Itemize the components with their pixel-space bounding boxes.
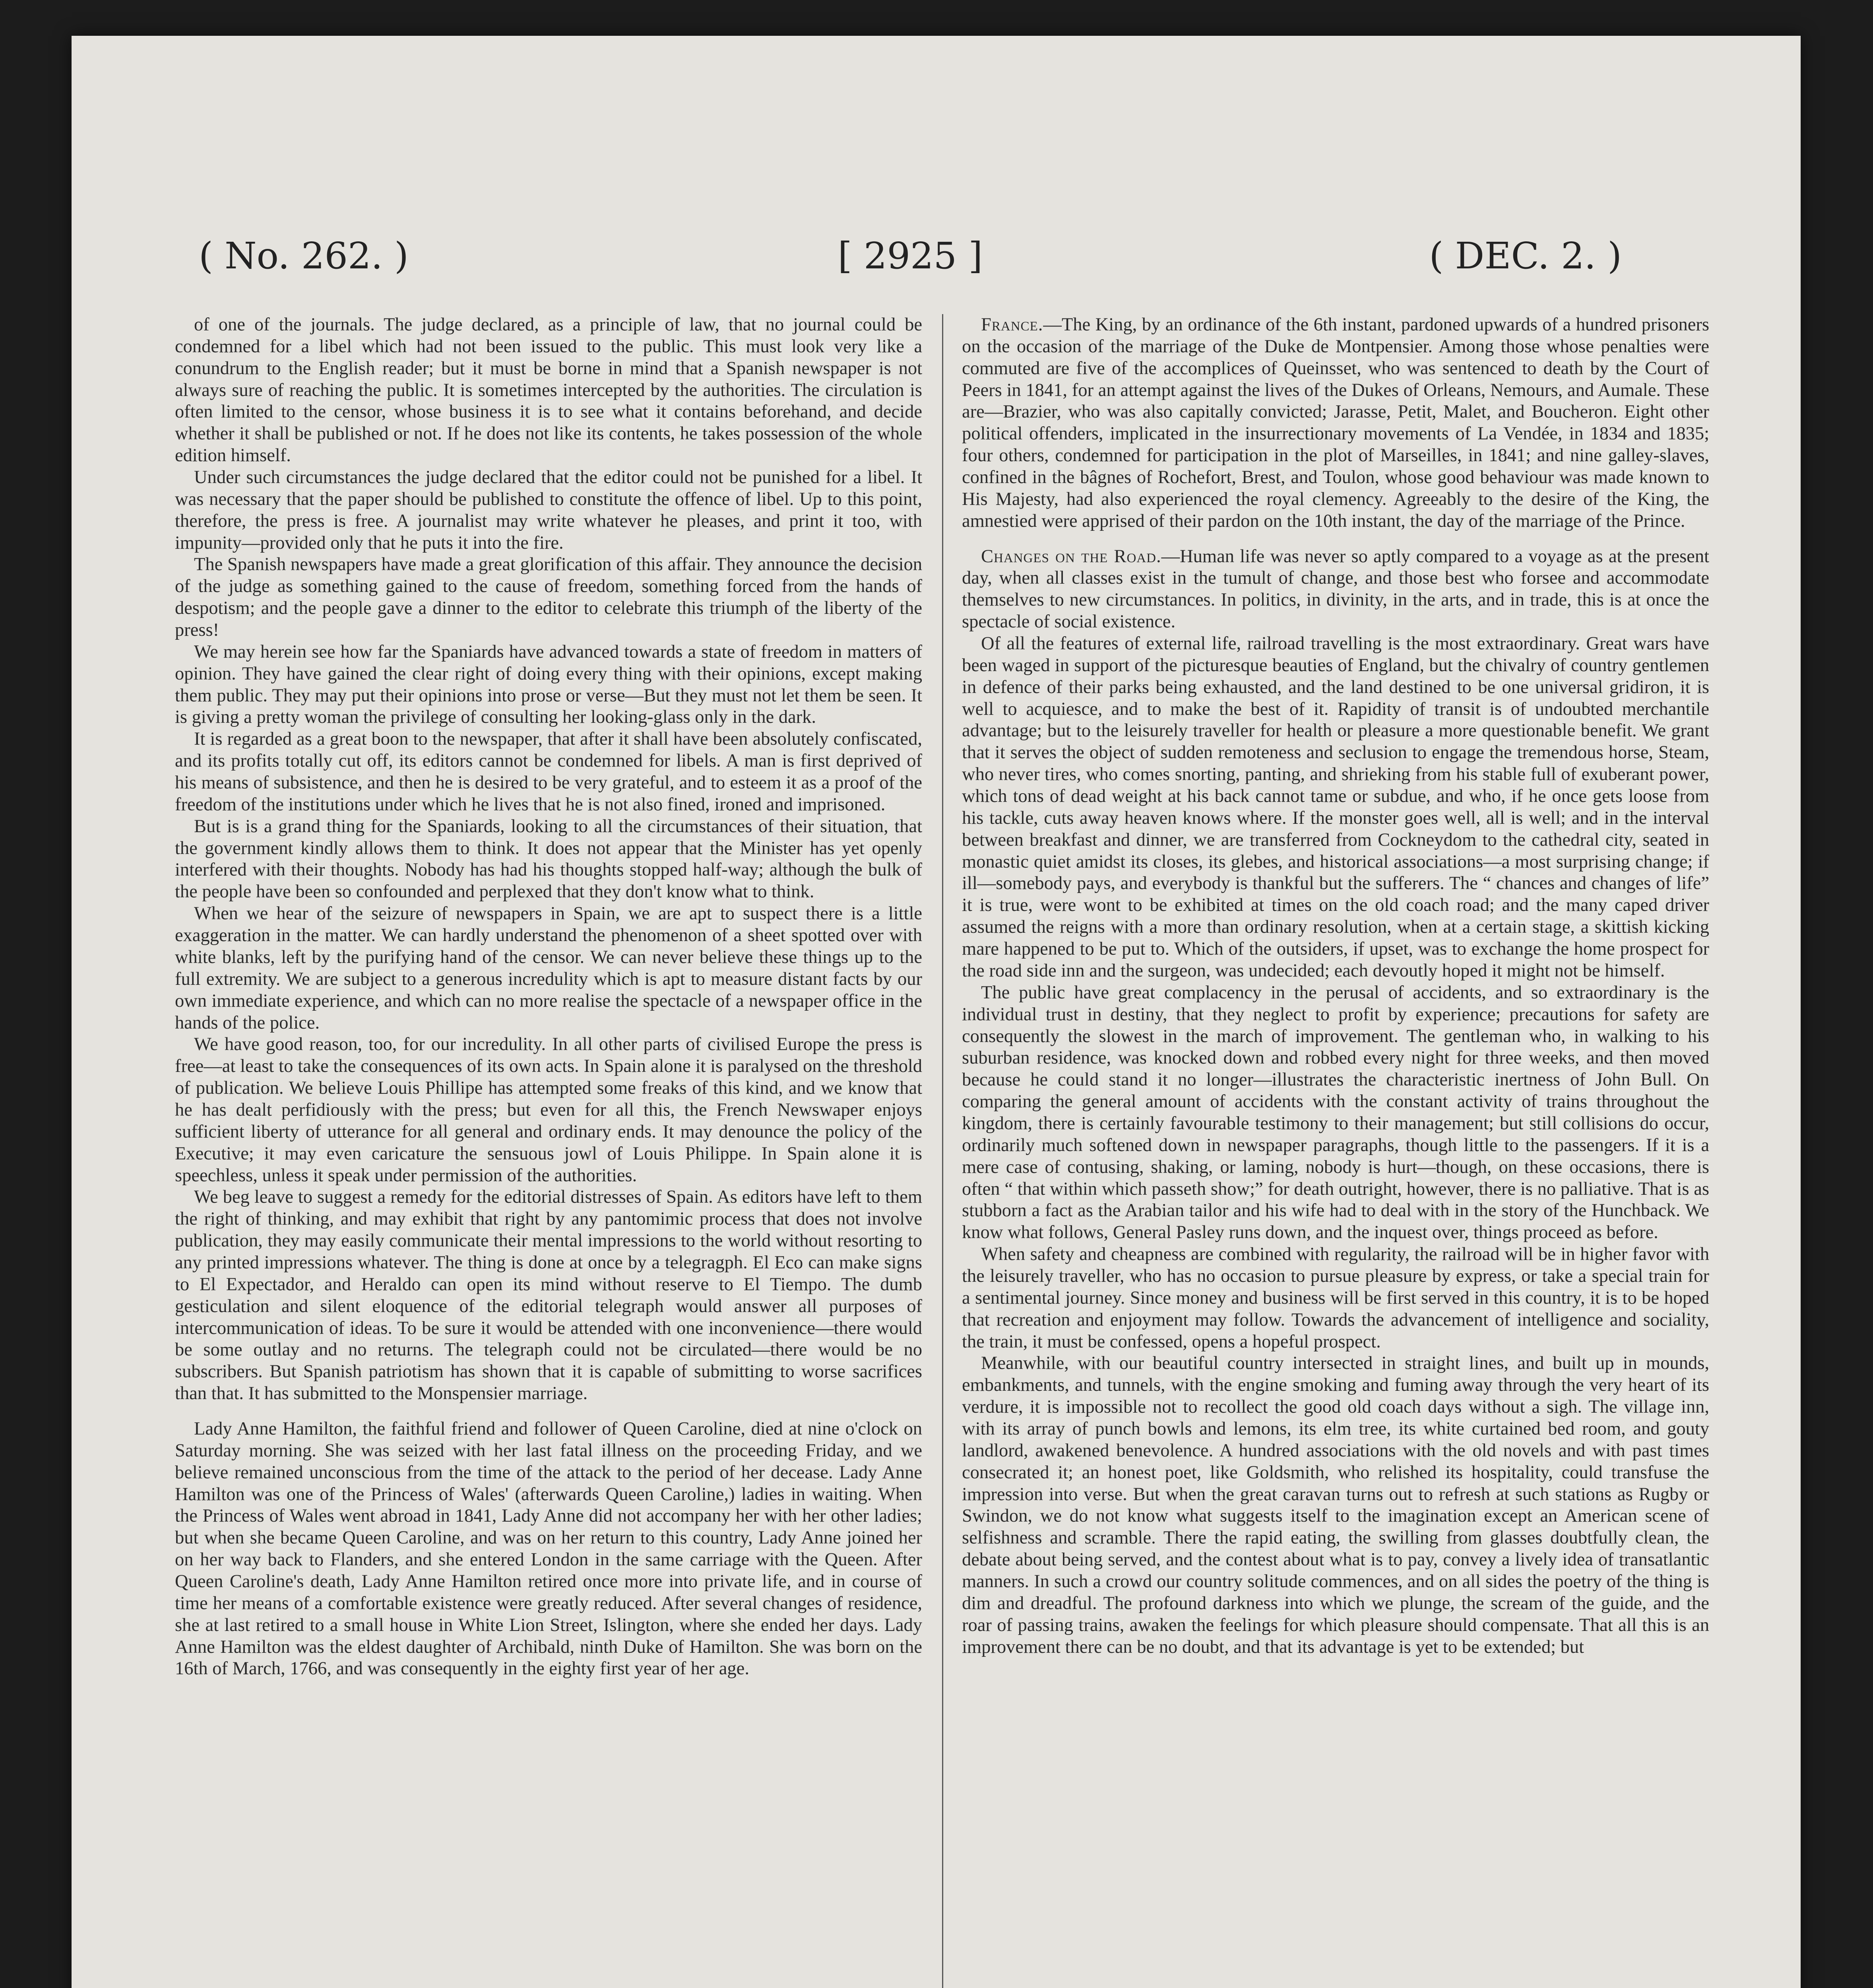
article-paragraph bbox=[175, 641, 922, 728]
paragraph-text: We have good reason, too, for our incredulity. In all other parts of civilised Europe the press is free—at least to take the consequences of its own acts. In Spain alone it is paralysed on the threshold of publication. We believe Louis Phillipe has attempted some freaks of this kind, and we know that he has dealt perfidiously with the press; but even for all this, the French Newswaper enjoys sufficient liberty of utterance for all general and ordinary ends. It may denounce the policy of the Executive; it may even caricature the sensuous jowl of Louis Philippe. In Spain alone it is speechless, unless it speak under permission of the authorities. bbox=[175, 1034, 922, 1186]
page-header bbox=[199, 227, 1622, 290]
column-rule bbox=[942, 314, 943, 1988]
article-paragraph bbox=[962, 1244, 1709, 1353]
paragraph-text: of one of the journals. The judge declared, as a principle of law, that no journal could be condemned for a libel which had not been issued to the public. This must look very like a conundrum to the English reader; but it must be borne in mind that a Spanish newspaper is not always sure of reaching the public. It is sometimes intercepted by the authorities. The circulation is often limited to the censor, whose business it is to see what it contains beforehand, and decide whether it shall be published or not. If he does not like its contents, he takes possession of the whole edition himself. bbox=[175, 315, 922, 466]
paragraph-text: Lady Anne Hamilton, the faithful friend and follower of Queen Caroline, died at nine o'clock on Saturday morning. She was seized with her last fatal illness on the proceeding Friday, and we believe remained unconscious from the time of the attack to the period of her decease. Lady Anne Hamilton was one of the Princess of Wales' (afterwards Queen Caroline,) ladies in waiting. When the Princess of Wales went abroad in 1841, Lady Anne did not accompany her with her other ladies; but when she became Queen Caroline, and was on her return to this country, Lady Anne joined her on her way back to Flanders, and she entered London in the same carriage with the Queen. After Queen Caroline's death, Lady Anne Hamilton retired once more into private life, and in course of time her means of a comfortable existence were greatly reduced. After several changes of residence, she at last retired to a small house in White Lion Street, Islington, where she ended her days. Lady Anne Hamilton was the eldest daughter of Archibald, ninth Duke of Hamilton. She was born on the 16th of March, 1766, and was consequently in the eighty first year of her age. bbox=[175, 1418, 922, 1679]
paragraph-text: It is regarded as a great boon to the newspaper, that after it shall have been absolutely confiscated, and its profits totally cut off, its editors cannot be condemned for libels. A man is first deprived of his means of subsistence, and then he is desired to be very grateful, and to esteem it as a proof of the freedom of the institutions under which he lives that he is not also fined, ironed and imprisoned. bbox=[175, 729, 922, 815]
paragraph-text: When safety and cheapness are combined with regularity, the railroad will be in higher favor with the leisurely traveller, who has no occasion to pursue pleasure by express, or take a special train for a sentimental journey. Since money and business will be first served in this country, it is to be hoped that recreation and enjoyment may follow. Towards the advancement of intelligence and sociality, the train, it must be confessed, opens a hopeful prospect. bbox=[962, 1244, 1709, 1352]
article-paragraph bbox=[962, 982, 1709, 1244]
article-paragraph bbox=[962, 314, 1709, 532]
paragraph-text: —Human life was never so aptly compared to a voyage as at the present day, when all classes exist in the tumult of change, and those best who forsee and accommodate themselves to new circumstances. In politics, in divinity, in the arts, and in trade, this is at once the spectacle of social existence. bbox=[962, 546, 1709, 632]
right-column bbox=[962, 314, 1709, 1988]
section-lead: Changes on the Road. bbox=[981, 546, 1161, 567]
paragraph-text: We beg leave to suggest a remedy for the editorial distresses of Spain. As editors have left to them the right of thinking, and may exhibit that right by any pantomimic process that does not involve publication, they may easily communicate their mental impressions to the world without resorting to any printed impressions whatever. The thing is done at once by a telegragph. El Eco can make signs to El Expectador, and Heraldo can open its mind without reserve to El Tiempo. The dumb gesticulation and silent eloquence of the editorial telegraph would answer all purposes of intercommunication of ideas. To be sure it would be attended with one inconvenience—there would be some outlay and no returns. The telegraph could not be circulated—there would be no subscribers. But Spanish patriotism has shown that it is capable of submitting to worse sacrifices than that. It has submitted to the Monspensier marriage. bbox=[175, 1187, 922, 1404]
article-paragraph bbox=[175, 816, 922, 903]
paragraph-text: Meanwhile, with our beautiful country intersected in straight lines, and built up in mounds, embankments, and tunnels, with the engine smoking and fuming away through the very heart of its verdure, it is impossible not to recollect the good old coach days without a sigh. The village inn, with its array of punch bowls and lemons, its elm tree, its white curtained bed room, and gouty landlord, awakened benevolence. A hundred associations with the old novels and with past times consecrated it; an honest poet, like Goldsmith, who relished its hospitality, could transfuse the impression into verse. But when the great caravan turns out to refresh at such stations as Rugby or Swindon, we do not know what suggests itself to the imagination except an American scene of selfishness and scramble. There the rapid eating, the swilling from glasses doubtfully clean, the debate about being served, and the contest about what is to pay, convey a lively idea of transatlantic manners. In such a crowd our country solitude commences, and on all sides the poetry of the thing is dim and dreadful. The profound darkness into which we plunge, the scream of the guide, and the roar of passing trains, awaken the feelings for which pleasure should compensate. That all this is an improvement there can be no doubt, and that its advantage is yet to be extended; but bbox=[962, 1353, 1709, 1657]
paragraph-text: The Spanish newspapers have made a great glorification of this affair. They announce the decision of the judge as something gained to the cause of freedom, something forced from the hands of despotism; and the people gave a dinner to the editor to celebrate this triumph of the liberty of the press! bbox=[175, 554, 922, 641]
article-paragraph bbox=[175, 1034, 922, 1186]
article-paragraph bbox=[175, 467, 922, 554]
paragraph-text: But is is a grand thing for the Spaniards, looking to all the circumstances of their situation, that the government kindly allows them to think. It does not appear that the Minister has yet openly interfered with their thoughts. Nobody has had his thoughts stopped half-way; although the bulk of the people have been so confounded and perplexed that they don't know what to think. bbox=[175, 816, 922, 902]
left-column bbox=[175, 314, 922, 1988]
newspaper-page bbox=[72, 36, 1801, 1988]
article-paragraph bbox=[175, 1418, 922, 1680]
paragraph-text: We may herein see how far the Spaniards have advanced towards a state of freedom in matters of opinion. They have gained the clear right of doing every thing with their opinions, except making them public. They may put their opinions into prose or verse—But they must not let them be seen. It is giving a pretty woman the privilege of consulting her looking-glass only in the dark. bbox=[175, 641, 922, 728]
article-paragraph bbox=[175, 554, 922, 641]
article-paragraph bbox=[962, 1353, 1709, 1658]
article-paragraph bbox=[175, 903, 922, 1034]
article-paragraph bbox=[962, 633, 1709, 982]
paragraph-text: When we hear of the seizure of newspapers in Spain, we are apt to suspect there is a little exaggeration in the matter. We can hardly understand the phenomenon of a sheet spotted over with white blanks, left by the purifying hand of the censor. We can never believe these things up to the full extremity. We are subject to a generous incredulity which is apt to measure distant facts by our own immediate experience, and which can no more realise the spectacle of a newspaper office in the hands of the police. bbox=[175, 903, 922, 1033]
paragraph-text: The public have great complacency in the perusal of accidents, and so extraordinary is the individual trust in destiny, that they neglect to profit by experience; precautions for safety are consequently the slowest in the march of improvement. The gentleman who, in walking to his suburban residence, was knocked down and robbed every night for three weeks, and then moved because he could stand it no longer—illustrates the characteristic inertness of John Bull. On comparing the general amount of accidents with the constant activity of trains throughout the kingdom, there is certainly favourable testimony to their management; but still collisions do occur, ordinarily much softened down in newspaper paragraphs, though little to the passengers. If it is a mere case of contusing, shaking, or laming, nobody is hurt—though, on these occasions, there is often “ that within which passeth show;” for death outright, however, there is no palliative. That is as stubborn a fact as the Arabian tailor and his wife had to deal with in the story of the Hunchback. We know what follows, General Pasley runs down, and the inquest over, things proceed as before. bbox=[962, 982, 1709, 1243]
article-paragraph bbox=[175, 314, 922, 467]
paragraph-text: Of all the features of external life, railroad travelling is the most extraordinary. Great wars have been waged in support of the picturesque beauties of England, but the chivalry of country gentlemen in defence of their parks being exhausted, and the land destined to be one universal gridiron, it is well to acquiesce, and to make the best of it. Rapidity of transit is of undoubted merchantile advantage; but to the leisurely traveller for health or pleasure a more questionable benefit. We grant that it serves the object of sudden remoteness and seclusion to engage the tremendous horse, Steam, who never tires, who comes snorting, panting, and shrieking from his stable full of exuberant power, which tons of dead weight at his back cannot tame or subdue, and who, if he once gets loose from his tackle, cuts away heaven knows where. If the monster goes well, all is well; and in the interval between breakfast and dinner, we are transferred from Cockneydom to the cathedral city, seated in monastic quiet amidst its closes, its glebes, and historical associations—a most surprising change; if ill—somebody pays, and everybody is thankful but the sufferers. The “ chances and changes of life” it is true, were wont to be exhibited at times on the old coach road; and the many caped driver assumed the reigns with a more than ordinary resolution, when at a certain stage, a skittish kicking mare happened to be put to. Which of the outsiders, if upset, was to exchange the home prospect for the road side inn and the surgeon, was undecided; each devoutly hoped it might not be himself. bbox=[962, 633, 1709, 981]
section-lead: France. bbox=[981, 315, 1043, 335]
paragraph-text: —The King, by an ordinance of the 6th instant, pardoned upwards of a hundred prisoners on the occasion of the marriage of the Duke de Montpensier. Among those whose penalties were commuted are five of the accomplices of Queinsset, who was sentenced to death by the Court of Peers in 1841, for an attempt against the lives of the Dukes of Orleans, Nemours, and Aumale. These are—Brazier, who was also capitally convicted; Jarasse, Petit, Malet, and Boucheron. Eight other political offenders, implicated in the insurrectionary movements of La Vendée, in 1834 and 1835; four others, condemned for participation in the plot of Marseilles, in 1841; and nine galley-slaves, confined in the bâgnes of Rochefort, Brest, and Toulon, whose good behaviour was made known to His Majesty, had also experienced the royal clemency. Agreeably to the desire of the King, the amnestied were apprised of their pardon on the 10th instant, the day of the marriage of the Prince. bbox=[962, 315, 1709, 531]
page-number: [ 2925 ] bbox=[838, 235, 983, 277]
issue-date: ( DEC. 2. ) bbox=[1429, 235, 1622, 277]
article-paragraph bbox=[175, 728, 922, 815]
article-paragraph bbox=[175, 1186, 922, 1405]
article-paragraph bbox=[962, 546, 1709, 633]
paragraph-text: Under such circumstances the judge declared that the editor could not be punished for a libel. It was necessary that the paper should be published to constitute the offence of libel. Up to this point, therefore, the press is free. A journalist may write whatever he pleases, and print it too, with impunity—provided only that he puts it into the fire. bbox=[175, 467, 922, 553]
issue-number: ( No. 262. ) bbox=[199, 235, 409, 277]
